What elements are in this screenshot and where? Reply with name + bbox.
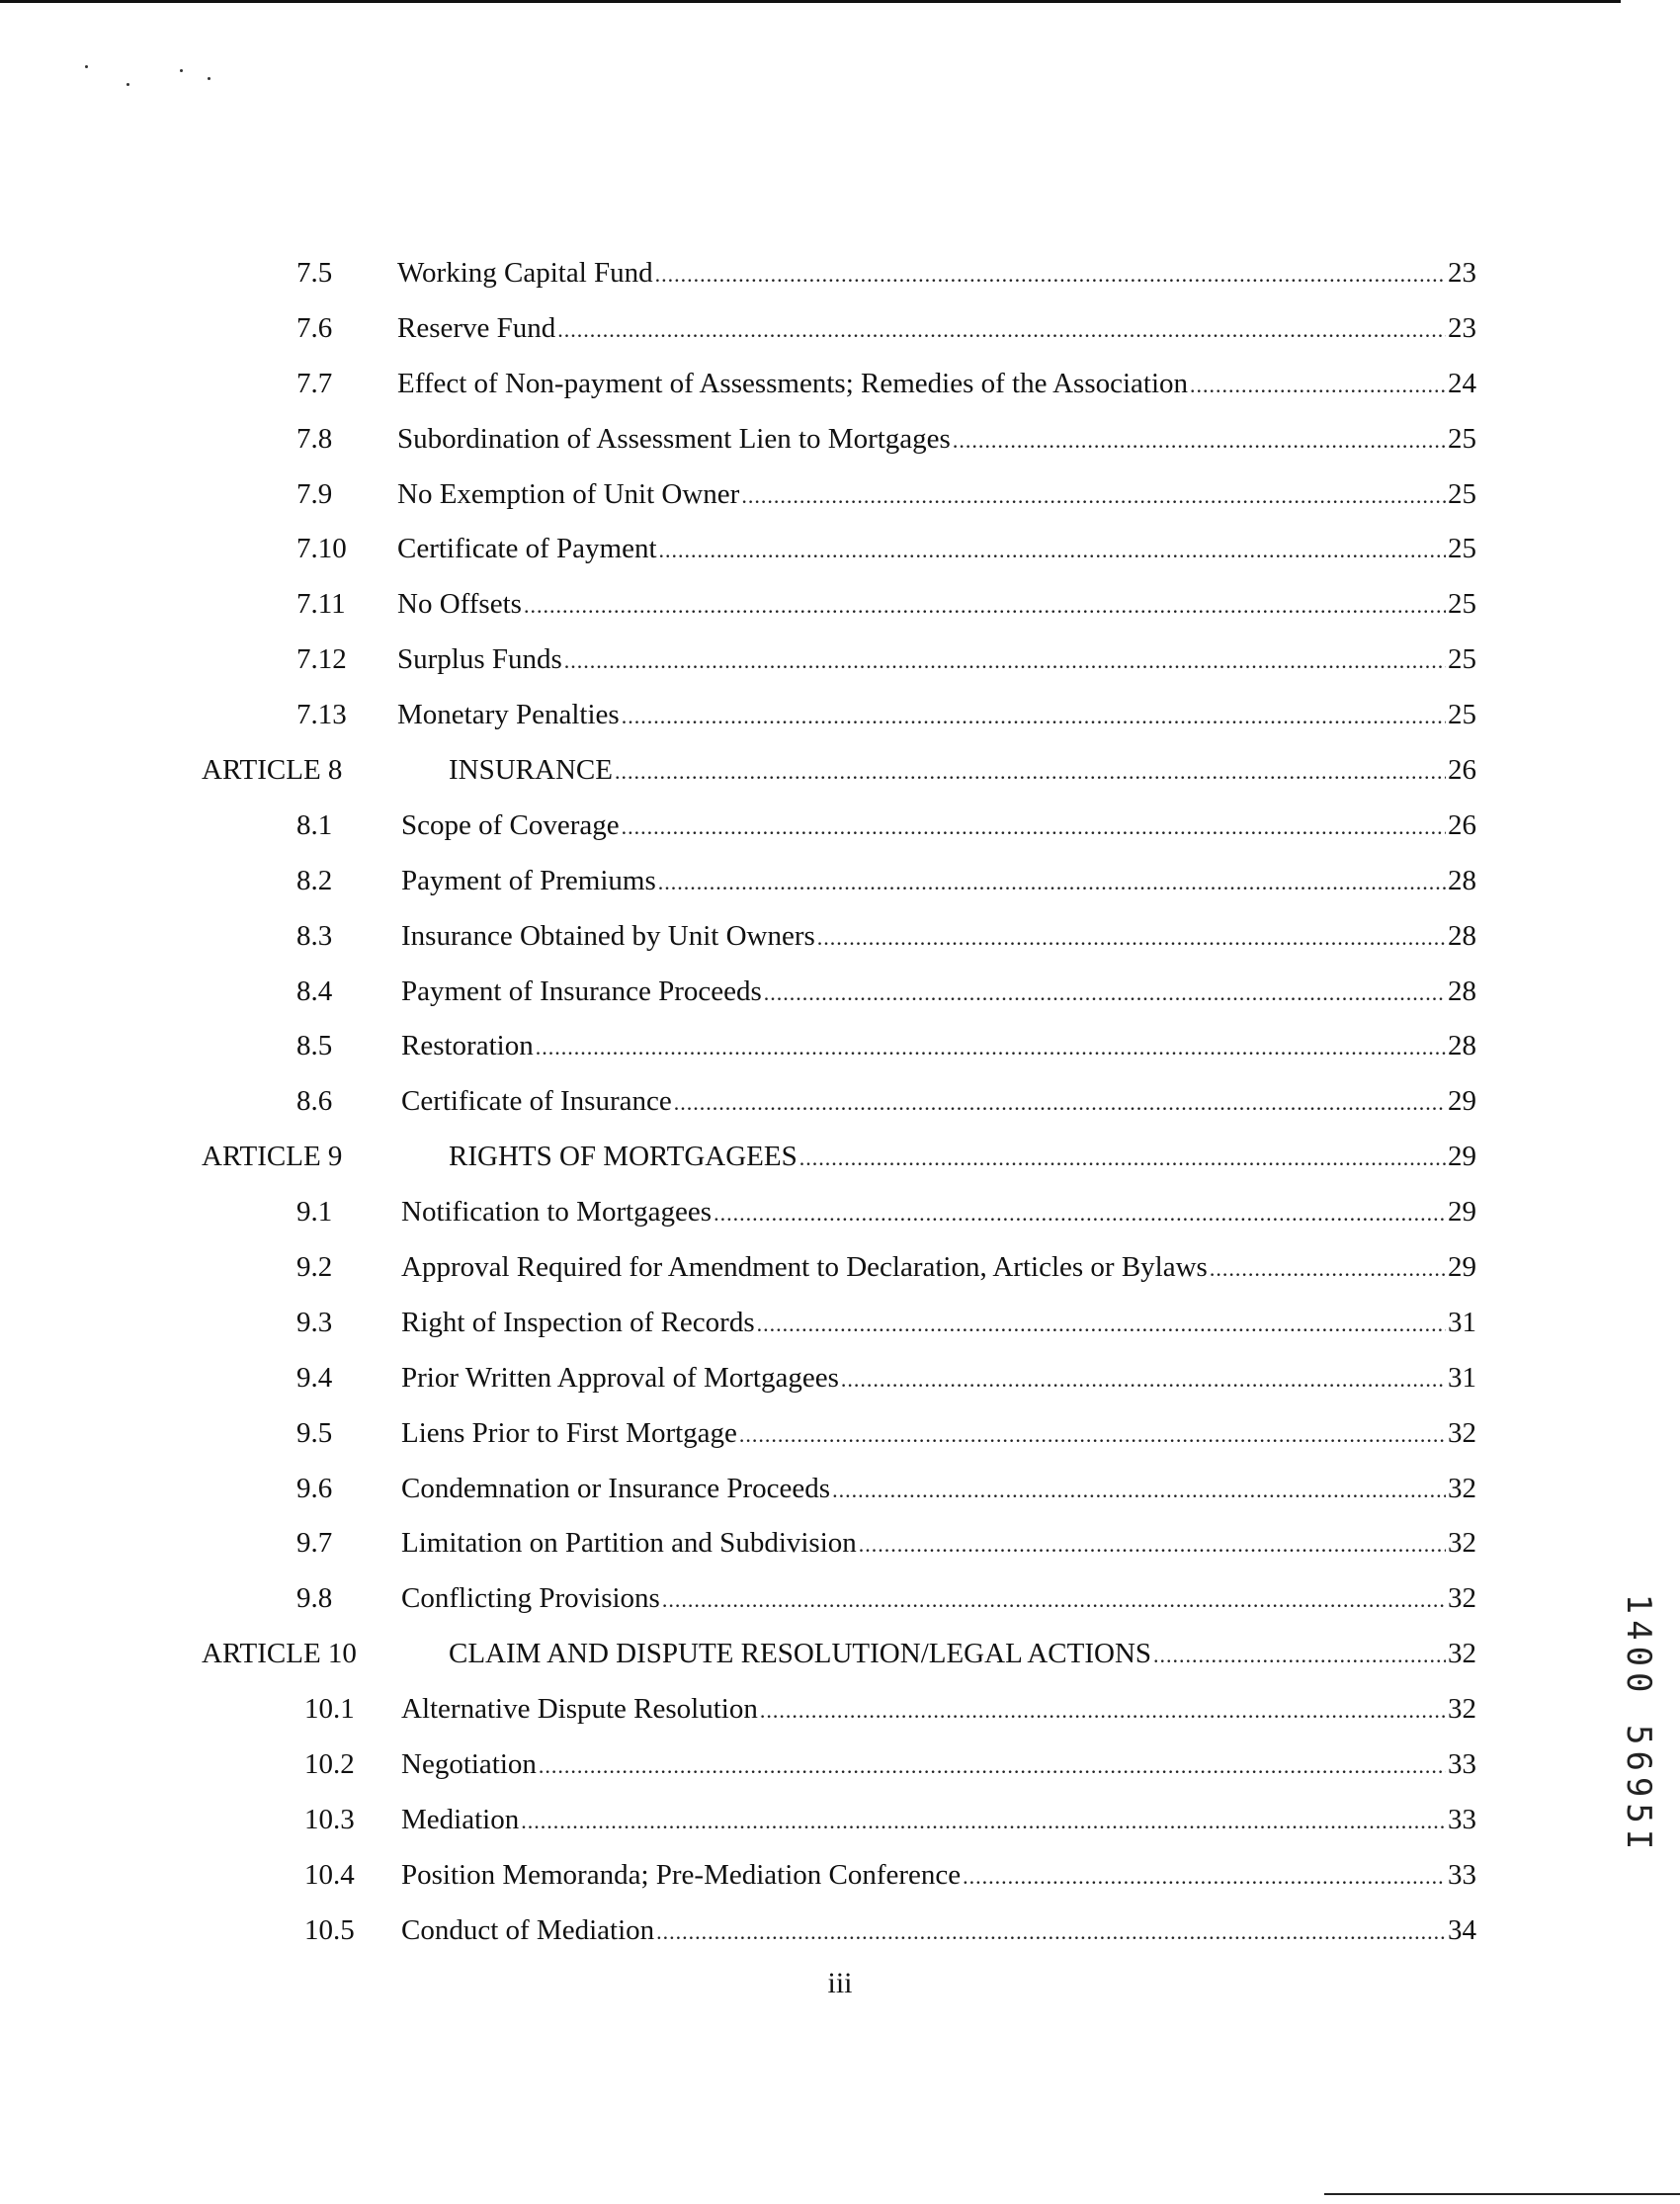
page-number: 32 (1448, 1527, 1476, 1560)
toc-article-row (0, 1129, 1680, 1184)
section-title: Restoration (401, 1030, 534, 1062)
toc-section-row (0, 466, 1680, 522)
section-title: Alternative Dispute Resolution (401, 1693, 758, 1726)
dot-leader (757, 1297, 1446, 1352)
dot-leader (799, 1131, 1446, 1186)
section-title: Scope of Coverage (401, 808, 620, 841)
section-title: Limitation on Partition and Subdivision (401, 1527, 857, 1560)
section-number: 9.3 (296, 1306, 333, 1338)
toc-section-row (0, 908, 1680, 964)
toc-entry (397, 687, 1476, 744)
page-number: 31 (1448, 1361, 1476, 1394)
page-number: 29 (1448, 1251, 1476, 1284)
margin-stamp (1609, 1586, 1668, 1863)
dot-leader (662, 1572, 1446, 1628)
article-number: ARTICLE 9 (202, 1141, 343, 1173)
page-number: 32 (1448, 1416, 1476, 1449)
toc-section-row (0, 1350, 1680, 1405)
dot-leader (615, 744, 1446, 800)
dot-leader (521, 1794, 1446, 1849)
section-title: Effect of Non-payment of Assessments; Remedies of the Association (397, 367, 1189, 399)
page-number: 28 (1448, 975, 1476, 1007)
toc-section-row (0, 853, 1680, 908)
toc-entry (401, 1737, 1476, 1794)
section-number: 8.6 (296, 1085, 333, 1118)
dot-leader (536, 1020, 1446, 1075)
toc-entry (401, 1184, 1476, 1241)
toc-entry (401, 1792, 1476, 1849)
page-number: 29 (1448, 1085, 1476, 1118)
scan-edge-bottom (1324, 2193, 1680, 2195)
section-title: Prior Written Approval of Mortgagees (401, 1361, 839, 1394)
page-number: 29 (1448, 1196, 1476, 1229)
dot-leader (658, 855, 1446, 910)
toc-entry (397, 411, 1476, 468)
section-number: 10.3 (304, 1803, 355, 1835)
section-title: Negotiation (401, 1748, 537, 1781)
scan-edge-top (0, 0, 1621, 3)
toc-entry (401, 1847, 1476, 1905)
page-number: 28 (1448, 919, 1476, 952)
dot-leader (659, 523, 1446, 578)
section-number: 9.6 (296, 1472, 333, 1504)
section-title: Certificate of Payment (397, 533, 657, 565)
section-number: 8.4 (296, 975, 333, 1007)
dot-leader (841, 1352, 1446, 1407)
toc-entry (397, 245, 1476, 302)
toc-section-row (0, 1570, 1680, 1626)
article-title: CLAIM AND DISPUTE RESOLUTION/LEGAL ACTIONS (449, 1638, 1152, 1670)
section-number: 10.5 (304, 1913, 355, 1946)
section-number: 7.7 (296, 367, 333, 399)
page-number: 29 (1448, 1141, 1476, 1173)
page-number: 25 (1448, 477, 1476, 510)
section-number: 8.5 (296, 1030, 333, 1062)
section-title: Subordination of Assessment Lien to Mortgages (397, 422, 951, 455)
toc-entry (449, 742, 1476, 800)
toc-entry (401, 908, 1476, 966)
section-title: Liens Prior to First Mortgage (401, 1416, 737, 1449)
page-number: 23 (1448, 311, 1476, 344)
section-number: 9.8 (296, 1582, 333, 1615)
dot-leader (953, 413, 1446, 468)
dot-leader (674, 1075, 1446, 1131)
section-number: 8.3 (296, 919, 333, 952)
page-number: 25 (1448, 588, 1476, 621)
toc-section-row (0, 1239, 1680, 1295)
toc-section-row (0, 1792, 1680, 1847)
toc-entry (401, 1570, 1476, 1628)
toc-section-row (0, 964, 1680, 1019)
article-title: RIGHTS OF MORTGAGEES (449, 1141, 798, 1173)
toc-entry (401, 1903, 1476, 1960)
article-number: ARTICLE 10 (202, 1638, 357, 1670)
page-number: 33 (1448, 1858, 1476, 1891)
dot-leader (764, 966, 1446, 1021)
section-number: 8.1 (296, 808, 333, 841)
article-number: ARTICLE 8 (202, 754, 343, 787)
section-title: Mediation (401, 1803, 520, 1835)
page-number: 31 (1448, 1306, 1476, 1338)
dot-leader (1190, 358, 1446, 413)
section-title: Surplus Funds (397, 643, 562, 676)
dot-leader (524, 578, 1446, 634)
section-number: 8.2 (296, 864, 333, 896)
dot-leader (622, 689, 1446, 744)
page-number: 24 (1448, 367, 1476, 399)
section-number: 7.13 (296, 699, 347, 731)
dot-leader (539, 1738, 1446, 1794)
page-folio: iii (827, 1967, 853, 1999)
toc-entry (397, 356, 1476, 413)
page-number: 32 (1448, 1638, 1476, 1670)
toc-entry (449, 1129, 1476, 1186)
section-number: 7.12 (296, 643, 347, 676)
section-title: Approval Required for Amendment to Declaration, Articles or Bylaws (401, 1251, 1208, 1284)
toc-section-row (0, 1681, 1680, 1737)
toc-entry (401, 798, 1476, 855)
section-title: No Offsets (397, 588, 522, 621)
section-title: Notification to Mortgagees (401, 1196, 713, 1229)
toc-section-row (0, 687, 1680, 742)
toc-entry (401, 1295, 1476, 1352)
section-title: Insurance Obtained by Unit Owners (401, 919, 815, 952)
scan-specks (83, 61, 221, 101)
dot-leader (656, 1905, 1446, 1960)
section-title: Working Capital Fund (397, 257, 653, 289)
toc-section-row (0, 1018, 1680, 1073)
section-number: 9.5 (296, 1416, 333, 1449)
toc-section-row (0, 300, 1680, 356)
section-title: No Exemption of Unit Owner (397, 477, 740, 510)
toc-entry (401, 1405, 1476, 1463)
section-number: 7.10 (296, 533, 347, 565)
toc-section-row (0, 576, 1680, 632)
section-number: 10.2 (304, 1748, 355, 1781)
toc-section-row (0, 1461, 1680, 1516)
toc-entry (401, 1073, 1476, 1131)
dot-leader (832, 1463, 1446, 1518)
table-of-contents (0, 245, 1680, 1958)
toc-entry (401, 1239, 1476, 1297)
section-title: Payment of Insurance Proceeds (401, 975, 762, 1007)
toc-section-row (0, 1405, 1680, 1461)
toc-entry (449, 1626, 1476, 1683)
section-title: Certificate of Insurance (401, 1085, 672, 1118)
section-number: 7.9 (296, 477, 333, 510)
dot-leader (655, 247, 1446, 302)
dot-leader (760, 1683, 1446, 1738)
page-number: 25 (1448, 533, 1476, 565)
page-number: 33 (1448, 1803, 1476, 1835)
section-number: 9.7 (296, 1527, 333, 1560)
toc-entry (401, 1515, 1476, 1572)
page-number: 33 (1448, 1748, 1476, 1781)
page-number: 28 (1448, 864, 1476, 896)
toc-section-row (0, 1515, 1680, 1570)
dot-leader (859, 1517, 1446, 1572)
page-number: 25 (1448, 643, 1476, 676)
section-number: 7.5 (296, 257, 333, 289)
page-number: 23 (1448, 257, 1476, 289)
toc-section-row (0, 632, 1680, 687)
toc-section-row (0, 245, 1680, 300)
section-number: 7.6 (296, 311, 333, 344)
section-number: 10.1 (304, 1693, 355, 1726)
section-number: 7.8 (296, 422, 333, 455)
page-number: 32 (1448, 1582, 1476, 1615)
section-title: Monetary Penalties (397, 699, 620, 731)
toc-section-row (0, 1903, 1680, 1958)
section-number: 9.4 (296, 1361, 333, 1394)
dot-leader (1210, 1241, 1446, 1297)
page-number: 34 (1448, 1913, 1476, 1946)
page-number: 25 (1448, 422, 1476, 455)
dot-leader (564, 634, 1446, 689)
dot-leader (622, 800, 1446, 855)
toc-entry (397, 466, 1476, 524)
dot-leader (817, 910, 1446, 966)
toc-entry (401, 853, 1476, 910)
toc-section-row (0, 1073, 1680, 1129)
toc-entry (401, 1681, 1476, 1738)
toc-section-row (0, 1295, 1680, 1350)
section-title: Condemnation or Insurance Proceeds (401, 1472, 831, 1504)
dot-leader (963, 1849, 1446, 1905)
toc-entry (401, 964, 1476, 1021)
toc-entry (401, 1461, 1476, 1518)
toc-entry (397, 521, 1476, 578)
page-number: 26 (1448, 754, 1476, 787)
section-number: 7.11 (296, 588, 346, 621)
toc-entry (397, 576, 1476, 634)
margin-stamp-text: 1400 5695I (1619, 1593, 1658, 1856)
page-number: 26 (1448, 808, 1476, 841)
section-title: Conflicting Provisions (401, 1582, 660, 1615)
toc-article-row (0, 742, 1680, 798)
section-title: Conduct of Mediation (401, 1913, 655, 1946)
dot-leader (1153, 1628, 1446, 1683)
section-title: Reserve Fund (397, 311, 556, 344)
toc-section-row (0, 521, 1680, 576)
toc-entry (401, 1350, 1476, 1407)
section-number: 9.1 (296, 1196, 333, 1229)
toc-section-row (0, 798, 1680, 853)
toc-entry (397, 300, 1476, 358)
section-number: 9.2 (296, 1251, 333, 1284)
dot-leader (557, 302, 1446, 358)
toc-entry (401, 1018, 1476, 1075)
page-number: 25 (1448, 699, 1476, 731)
toc-entry (397, 632, 1476, 689)
section-title: Position Memoranda; Pre-Mediation Conference (401, 1858, 962, 1891)
toc-article-row (0, 1626, 1680, 1681)
dot-leader (739, 1407, 1446, 1463)
dot-leader (714, 1186, 1446, 1241)
page-number: 32 (1448, 1693, 1476, 1726)
toc-section-row (0, 356, 1680, 411)
section-number: 10.4 (304, 1858, 355, 1891)
page-number: 32 (1448, 1472, 1476, 1504)
toc-section-row (0, 1847, 1680, 1903)
dot-leader (741, 468, 1446, 524)
section-title: Payment of Premiums (401, 864, 656, 896)
toc-section-row (0, 1737, 1680, 1792)
page-number: 28 (1448, 1030, 1476, 1062)
toc-section-row (0, 411, 1680, 466)
article-title: INSURANCE (449, 754, 613, 787)
section-title: Right of Inspection of Records (401, 1306, 755, 1338)
toc-section-row (0, 1184, 1680, 1239)
